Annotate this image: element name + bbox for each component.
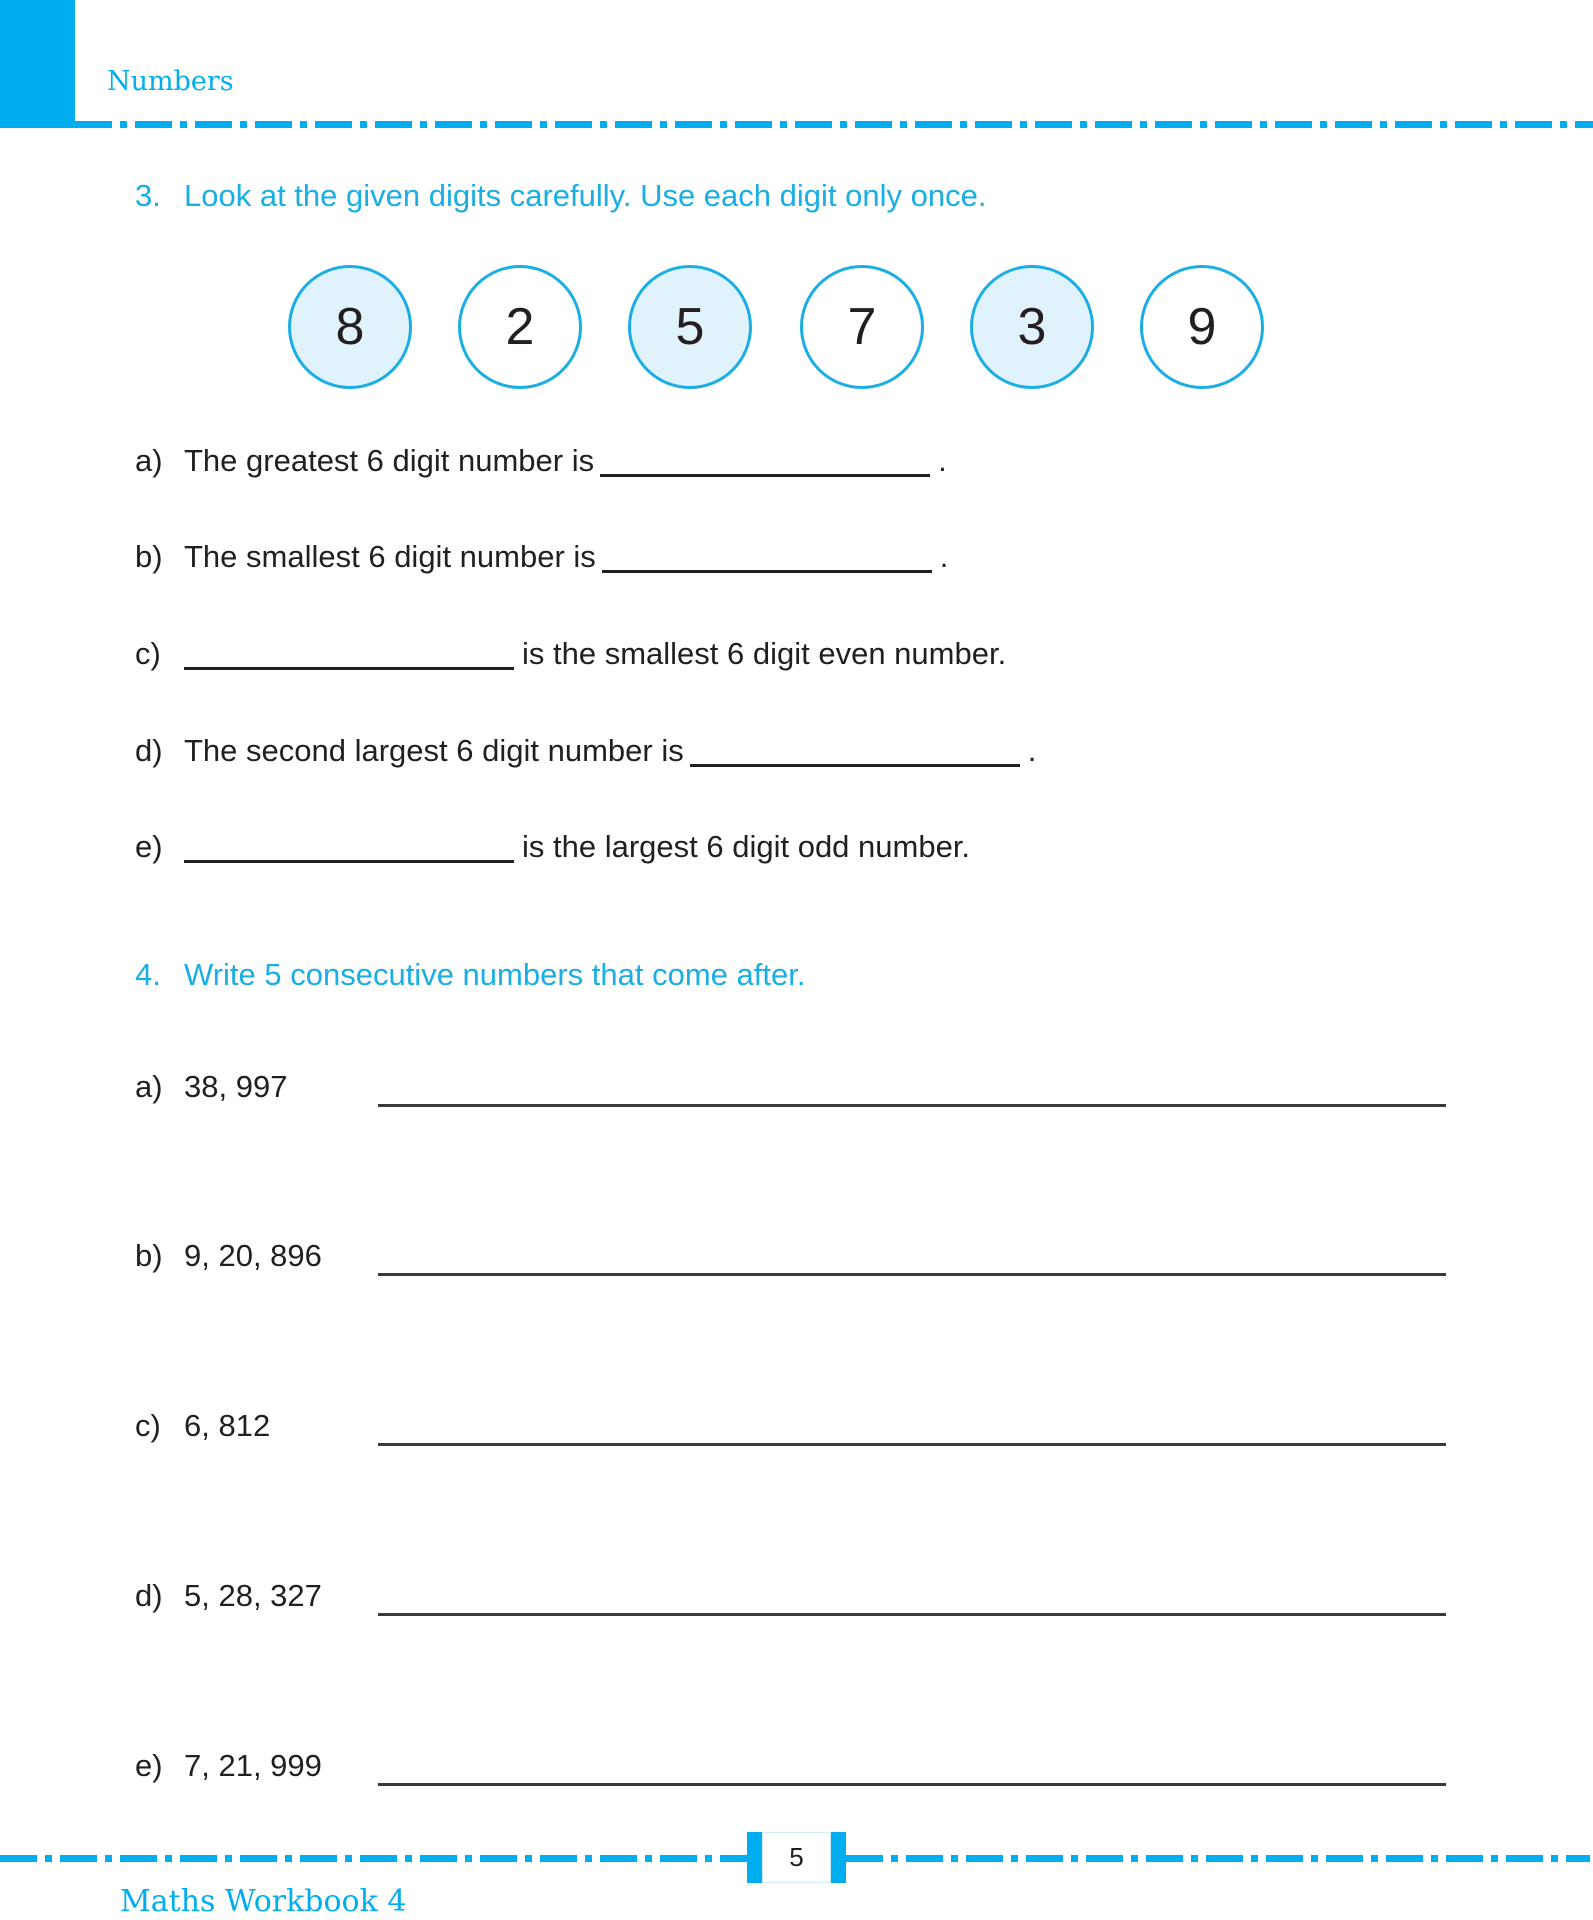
- digit-circle: 3: [970, 265, 1094, 389]
- question-3-item-c: [135, 634, 1006, 674]
- item-label: d): [135, 733, 163, 768]
- page-box-bar-left: [747, 1832, 762, 1883]
- start-number: 7, 21, 999: [184, 1748, 322, 1783]
- digit-circle: 8: [288, 265, 412, 389]
- question-prompt: Write 5 consecutive numbers that come after.: [184, 957, 806, 992]
- digit-circle: 9: [1140, 265, 1264, 389]
- question-prompt: Look at the given digits carefully. Use each digit only once.: [184, 178, 987, 213]
- digit-circle: 5: [628, 265, 752, 389]
- page-number: 5: [762, 1832, 831, 1883]
- item-text: is the smallest 6 digit even number.: [522, 636, 1007, 671]
- header-accent-block: [0, 0, 75, 128]
- question-number: 3.: [135, 178, 161, 213]
- start-number: 9, 20, 896: [184, 1238, 322, 1273]
- question-3-heading: [135, 178, 986, 214]
- page-number-box: [747, 1832, 846, 1883]
- footer-divider-right: [846, 1855, 1590, 1862]
- answer-blank[interactable]: [690, 764, 1020, 767]
- item-text-end: .: [1027, 733, 1037, 768]
- book-title: Maths Workbook 4: [120, 1884, 407, 1919]
- start-number: 5, 28, 327: [184, 1578, 322, 1613]
- item-text: is the largest 6 digit odd number.: [522, 829, 971, 864]
- item-label: b): [135, 539, 163, 574]
- question-4-heading: [135, 957, 805, 993]
- item-label: b): [135, 1238, 163, 1273]
- answer-blank[interactable]: [600, 474, 930, 477]
- item-text: The smallest 6 digit number is: [184, 539, 596, 574]
- item-text-end: .: [939, 539, 949, 574]
- answer-line[interactable]: [378, 1613, 1446, 1616]
- question-3-item-a: [135, 441, 947, 481]
- digit-circle: 2: [458, 265, 582, 389]
- answer-blank[interactable]: [602, 570, 932, 573]
- digit-circle: 7: [800, 265, 924, 389]
- answer-line[interactable]: [378, 1273, 1446, 1276]
- item-label: c): [135, 1408, 161, 1443]
- header-divider: [75, 121, 1593, 128]
- answer-line[interactable]: [378, 1783, 1446, 1786]
- item-label: a): [135, 443, 163, 478]
- page-box-bar-right: [831, 1832, 846, 1883]
- question-3-item-b: [135, 537, 948, 577]
- item-label: c): [135, 636, 161, 671]
- item-label: a): [135, 1069, 163, 1104]
- item-label: e): [135, 1748, 163, 1783]
- chapter-title: Numbers: [107, 66, 234, 97]
- footer-divider-left: [0, 1855, 747, 1862]
- start-number: 38, 997: [184, 1069, 288, 1104]
- question-3-item-d: [135, 731, 1036, 771]
- item-text: The greatest 6 digit number is: [184, 443, 595, 478]
- item-text-end: .: [938, 443, 947, 478]
- question-3-item-e: [135, 827, 970, 867]
- answer-blank[interactable]: [184, 667, 514, 670]
- answer-line[interactable]: [378, 1443, 1446, 1446]
- item-text: The second largest 6 digit number is: [184, 733, 684, 768]
- answer-line[interactable]: [378, 1104, 1446, 1107]
- item-label: e): [135, 829, 163, 864]
- question-number: 4.: [135, 957, 161, 992]
- item-label: d): [135, 1578, 163, 1613]
- start-number: 6, 812: [184, 1408, 271, 1443]
- answer-blank[interactable]: [184, 860, 514, 863]
